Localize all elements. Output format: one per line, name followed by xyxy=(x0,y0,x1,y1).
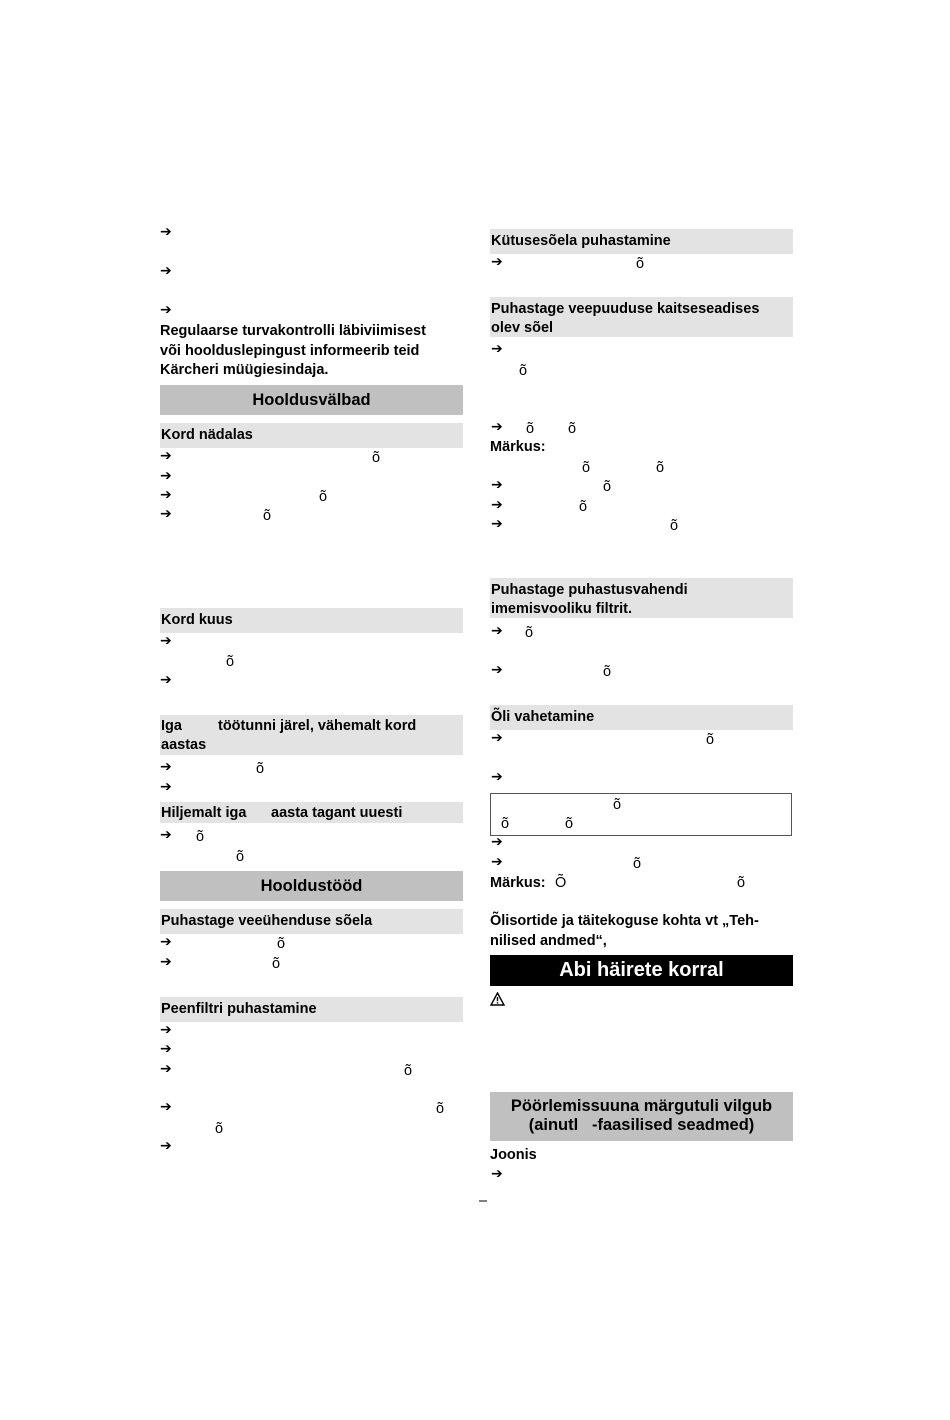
char-o: õ xyxy=(565,816,574,832)
note-box xyxy=(490,793,792,836)
char-o: õ xyxy=(256,761,265,777)
bullet-arrow-icon: ➔ xyxy=(491,341,503,357)
bullet-arrow-icon: ➔ xyxy=(491,516,503,532)
char-o: õ xyxy=(670,518,679,534)
bullet-arrow-icon: ➔ xyxy=(160,954,172,970)
subheading-veepuuduse xyxy=(490,297,793,337)
char-o: õ xyxy=(633,856,642,872)
bullet-arrow-icon: ➔ xyxy=(491,497,503,513)
bullet-arrow-icon: ➔ xyxy=(160,1022,172,1038)
bullet-arrow-icon: ➔ xyxy=(160,827,172,843)
char-o: õ xyxy=(579,499,588,515)
char-o: õ xyxy=(319,489,328,505)
bullet-arrow-icon: ➔ xyxy=(491,1166,503,1182)
subheading-line: imemisvooliku filtrit. xyxy=(491,601,632,617)
subheading-peenfiltri: Peenfiltri puhastamine xyxy=(160,997,463,1022)
bullet-arrow-icon: ➔ xyxy=(160,506,172,522)
bullet-arrow-icon: ➔ xyxy=(160,633,172,649)
subheading-kord-nadalas: Kord nädalas xyxy=(160,423,463,448)
char-o: õ xyxy=(501,816,510,832)
char-o: õ xyxy=(519,363,528,379)
char-o: õ xyxy=(525,625,534,641)
char-o: õ xyxy=(263,508,272,524)
bullet-arrow-icon: ➔ xyxy=(160,934,172,950)
safety-note-line: Regulaarse turvakontrolli läbiviimisest xyxy=(160,323,426,339)
page-footer-dash: – xyxy=(479,1193,488,1209)
note-line: Õlisortide ja täitekoguse kohta vt „Teh- xyxy=(490,913,759,929)
subheading-part: Iga xyxy=(161,718,182,734)
bullet-arrow-icon: ➔ xyxy=(160,672,172,688)
bullet-arrow-icon: ➔ xyxy=(160,759,172,775)
bullet-arrow-icon: ➔ xyxy=(160,1099,172,1115)
bullet-arrow-icon: ➔ xyxy=(160,487,172,503)
subheading-iga-tootunni xyxy=(160,715,463,755)
subheading-part: Hiljemalt iga xyxy=(161,805,247,821)
bullet-arrow-icon: ➔ xyxy=(491,623,503,639)
bullet-arrow-icon: ➔ xyxy=(160,468,172,484)
bullet-arrow-icon: ➔ xyxy=(160,1061,172,1077)
bullet-arrow-icon: ➔ xyxy=(160,779,172,795)
char-o-capital: Õ xyxy=(555,875,567,891)
safety-note-line: või hoolduslepingust informeerib teid xyxy=(160,342,420,359)
bullet-arrow-icon: ➔ xyxy=(491,419,503,435)
char-o: õ xyxy=(196,829,205,845)
safety-note-line: Kärcheri müügiesindaja. xyxy=(160,362,329,378)
figure-label: Joonis xyxy=(490,1147,537,1163)
subheading-hiljemalt-iga xyxy=(160,802,463,823)
bullet-arrow-icon: ➔ xyxy=(160,1138,172,1154)
bullet-arrow-icon: ➔ xyxy=(491,769,503,785)
bullet-arrow-icon: ➔ xyxy=(491,662,503,678)
subheading-part: aasta tagant uuesti xyxy=(271,805,403,821)
char-o: õ xyxy=(436,1101,445,1117)
bullet-arrow-icon: ➔ xyxy=(160,448,172,464)
bullet-arrow-icon: ➔ xyxy=(491,477,503,493)
char-o: õ xyxy=(737,875,746,891)
char-o: õ xyxy=(236,849,245,865)
subheading-line: olev sõel xyxy=(491,320,554,336)
heading-line: Pöörlemissuuna märgutuli vilgub xyxy=(510,1097,773,1115)
bullet-arrow-icon: ➔ xyxy=(491,254,503,270)
char-o: õ xyxy=(226,654,235,670)
section-abi-hairete-korral: Abi häirete korral xyxy=(490,955,793,986)
char-o: õ xyxy=(277,936,286,952)
char-o: õ xyxy=(272,956,281,972)
heading-line: (ainutl -faasilised seadmed) xyxy=(528,1116,755,1134)
subheading-line: Puhastage veepuuduse kaitseseadises xyxy=(491,301,760,317)
char-o: õ xyxy=(636,256,645,272)
bullet-arrow-icon: ➔ xyxy=(491,834,503,850)
note-label: Märkus: xyxy=(490,875,546,891)
bullet-arrow-icon: ➔ xyxy=(491,854,503,870)
subheading-veeuhenduse: Puhastage veeühenduse sõela xyxy=(160,909,463,934)
char-o: õ xyxy=(404,1063,413,1079)
bullet-arrow-icon: ➔ xyxy=(160,224,172,240)
char-o: õ xyxy=(656,460,665,476)
subheading-imemisvooliku xyxy=(490,578,793,618)
note-line: nilised andmed“, xyxy=(490,932,607,949)
safety-note xyxy=(160,322,460,381)
bullet-arrow-icon: ➔ xyxy=(491,730,503,746)
subheading-line: Puhastage puhastusvahendi xyxy=(491,582,688,598)
section-hooldustood: Hooldustööd xyxy=(160,871,463,901)
subheading-part: töötunni järel, vähemalt kord xyxy=(218,718,417,734)
char-o: õ xyxy=(603,479,612,495)
warning-icon xyxy=(490,992,505,1006)
subheading-kutusesoela: Kütusesõela puhastamine xyxy=(490,229,793,254)
section-hooldusvalbad: Hooldusvälbad xyxy=(160,385,463,415)
bullet-arrow-icon: ➔ xyxy=(160,263,172,279)
subheading-oli-vahetamine: Õli vahetamine xyxy=(490,705,793,730)
char-o: õ xyxy=(526,421,535,437)
char-o: õ xyxy=(568,421,577,437)
heading-poorlemissuuna xyxy=(490,1092,793,1141)
char-o: õ xyxy=(706,732,715,748)
char-o: õ xyxy=(613,797,622,813)
subheading-part: aastas xyxy=(161,737,207,753)
bullet-arrow-icon: ➔ xyxy=(160,1041,172,1057)
char-o: õ xyxy=(372,450,381,466)
bullet-arrow-icon: ➔ xyxy=(160,302,172,318)
char-o: õ xyxy=(603,664,612,680)
char-o: õ xyxy=(582,460,591,476)
note-label: Märkus: xyxy=(490,439,546,455)
oil-reference-note xyxy=(490,912,795,951)
char-o: õ xyxy=(215,1121,224,1137)
subheading-kord-kuus: Kord kuus xyxy=(160,608,463,633)
